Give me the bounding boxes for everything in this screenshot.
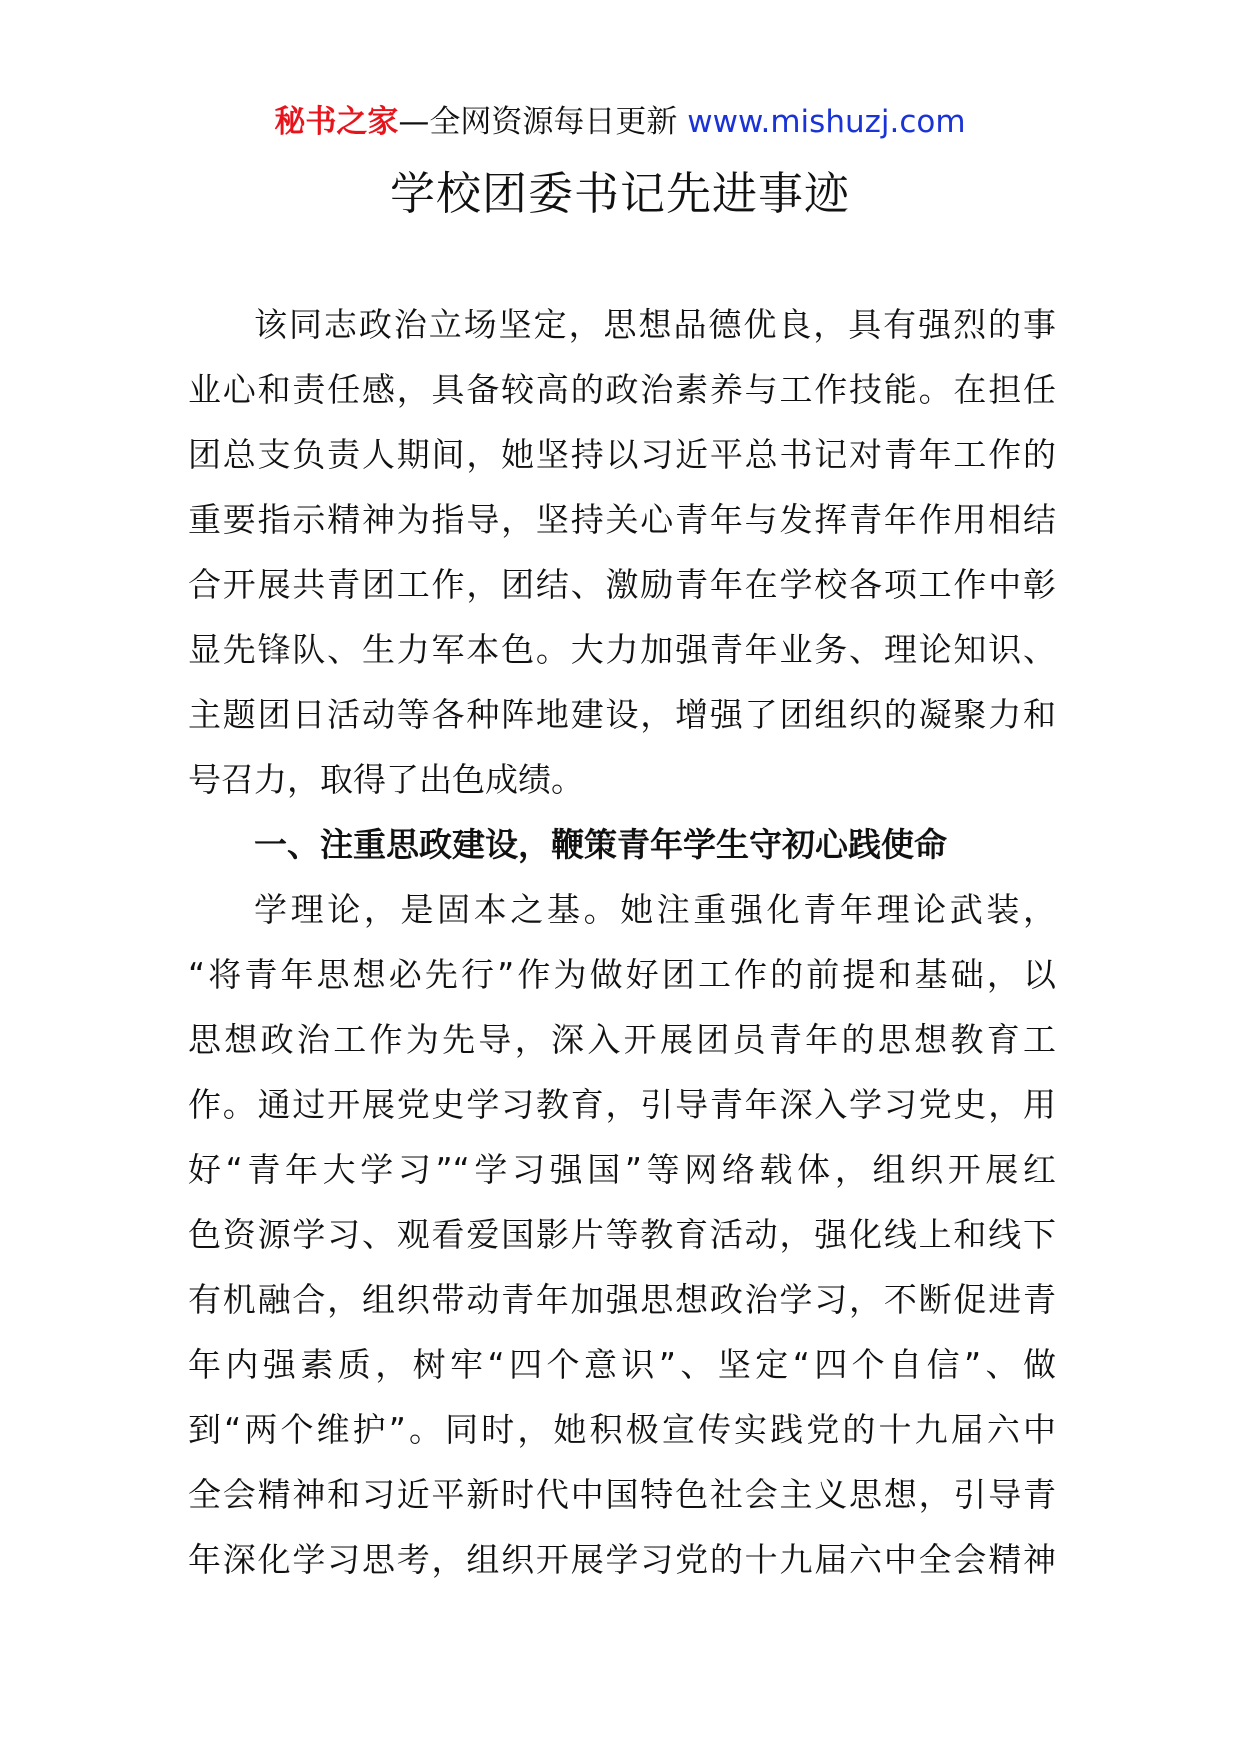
body-line: 思想政治工作为先导，深入开展团员青年的思想教育工: [188, 1020, 1056, 1059]
body-line: 色资源学习、观看爱国影片等教育活动，强化线上和线下: [188, 1215, 1056, 1254]
body-line: 到“两个维护”。同时，她积极宣传实践党的十九届六中: [188, 1410, 1056, 1449]
site-header: [0, 100, 1240, 144]
body-line: 年内强素质，树牢“四个意识”、坚定“四个自信”、做: [188, 1345, 1056, 1384]
document-body: [188, 292, 1056, 1592]
body-line: 学理论，是固本之基。她注重强化青年理论武装，: [254, 890, 1056, 929]
body-line: “将青年思想必先行”作为做好团工作的前提和基础，以: [188, 955, 1056, 994]
body-line: 团总支负责人期间，她坚持以习近平总书记对青年工作的: [188, 435, 1056, 474]
body-line: 号召力，取得了出色成绩。: [188, 760, 584, 799]
section-heading: 一、注重思政建设，鞭策青年学生守初心践使命: [254, 825, 947, 864]
site-url-link[interactable]: www.mishuzj.com: [687, 104, 966, 140]
site-brand: 秘书之家: [274, 104, 399, 140]
body-line: 年深化学习思考，组织开展学习党的十九届六中全会精神: [188, 1540, 1056, 1579]
body-line: 重要指示精神为指导，坚持关心青年与发挥青年作用相结: [188, 500, 1056, 539]
body-line: 该同志政治立场坚定，思想品德优良，具有强烈的事: [254, 305, 1056, 344]
document-title: 学校团委书记先进事迹: [389, 167, 850, 220]
body-line: 合开展共青团工作，团结、激励青年在学校各项工作中彰: [188, 565, 1056, 604]
body-line: 显先锋队、生力军本色。大力加强青年业务、理论知识、: [188, 630, 1056, 669]
body-line: 全会精神和习近平新时代中国特色社会主义思想，引导青: [188, 1475, 1056, 1514]
body-line: 作。通过开展党史学习教育，引导青年深入学习党史，用: [188, 1085, 1056, 1124]
body-line: 主题团日活动等各种阵地建设，增强了团组织的凝聚力和: [188, 695, 1056, 734]
body-line: 有机融合，组织带动青年加强思想政治学习，不断促进青: [188, 1280, 1056, 1319]
body-line: 好“青年大学习”“学习强国”等网络载体，组织开展红: [188, 1150, 1056, 1189]
site-tagline: —全网资源每日更新: [398, 104, 688, 140]
body-line: 业心和责任感，具备较高的政治素养与工作技能。在担任: [188, 370, 1056, 409]
